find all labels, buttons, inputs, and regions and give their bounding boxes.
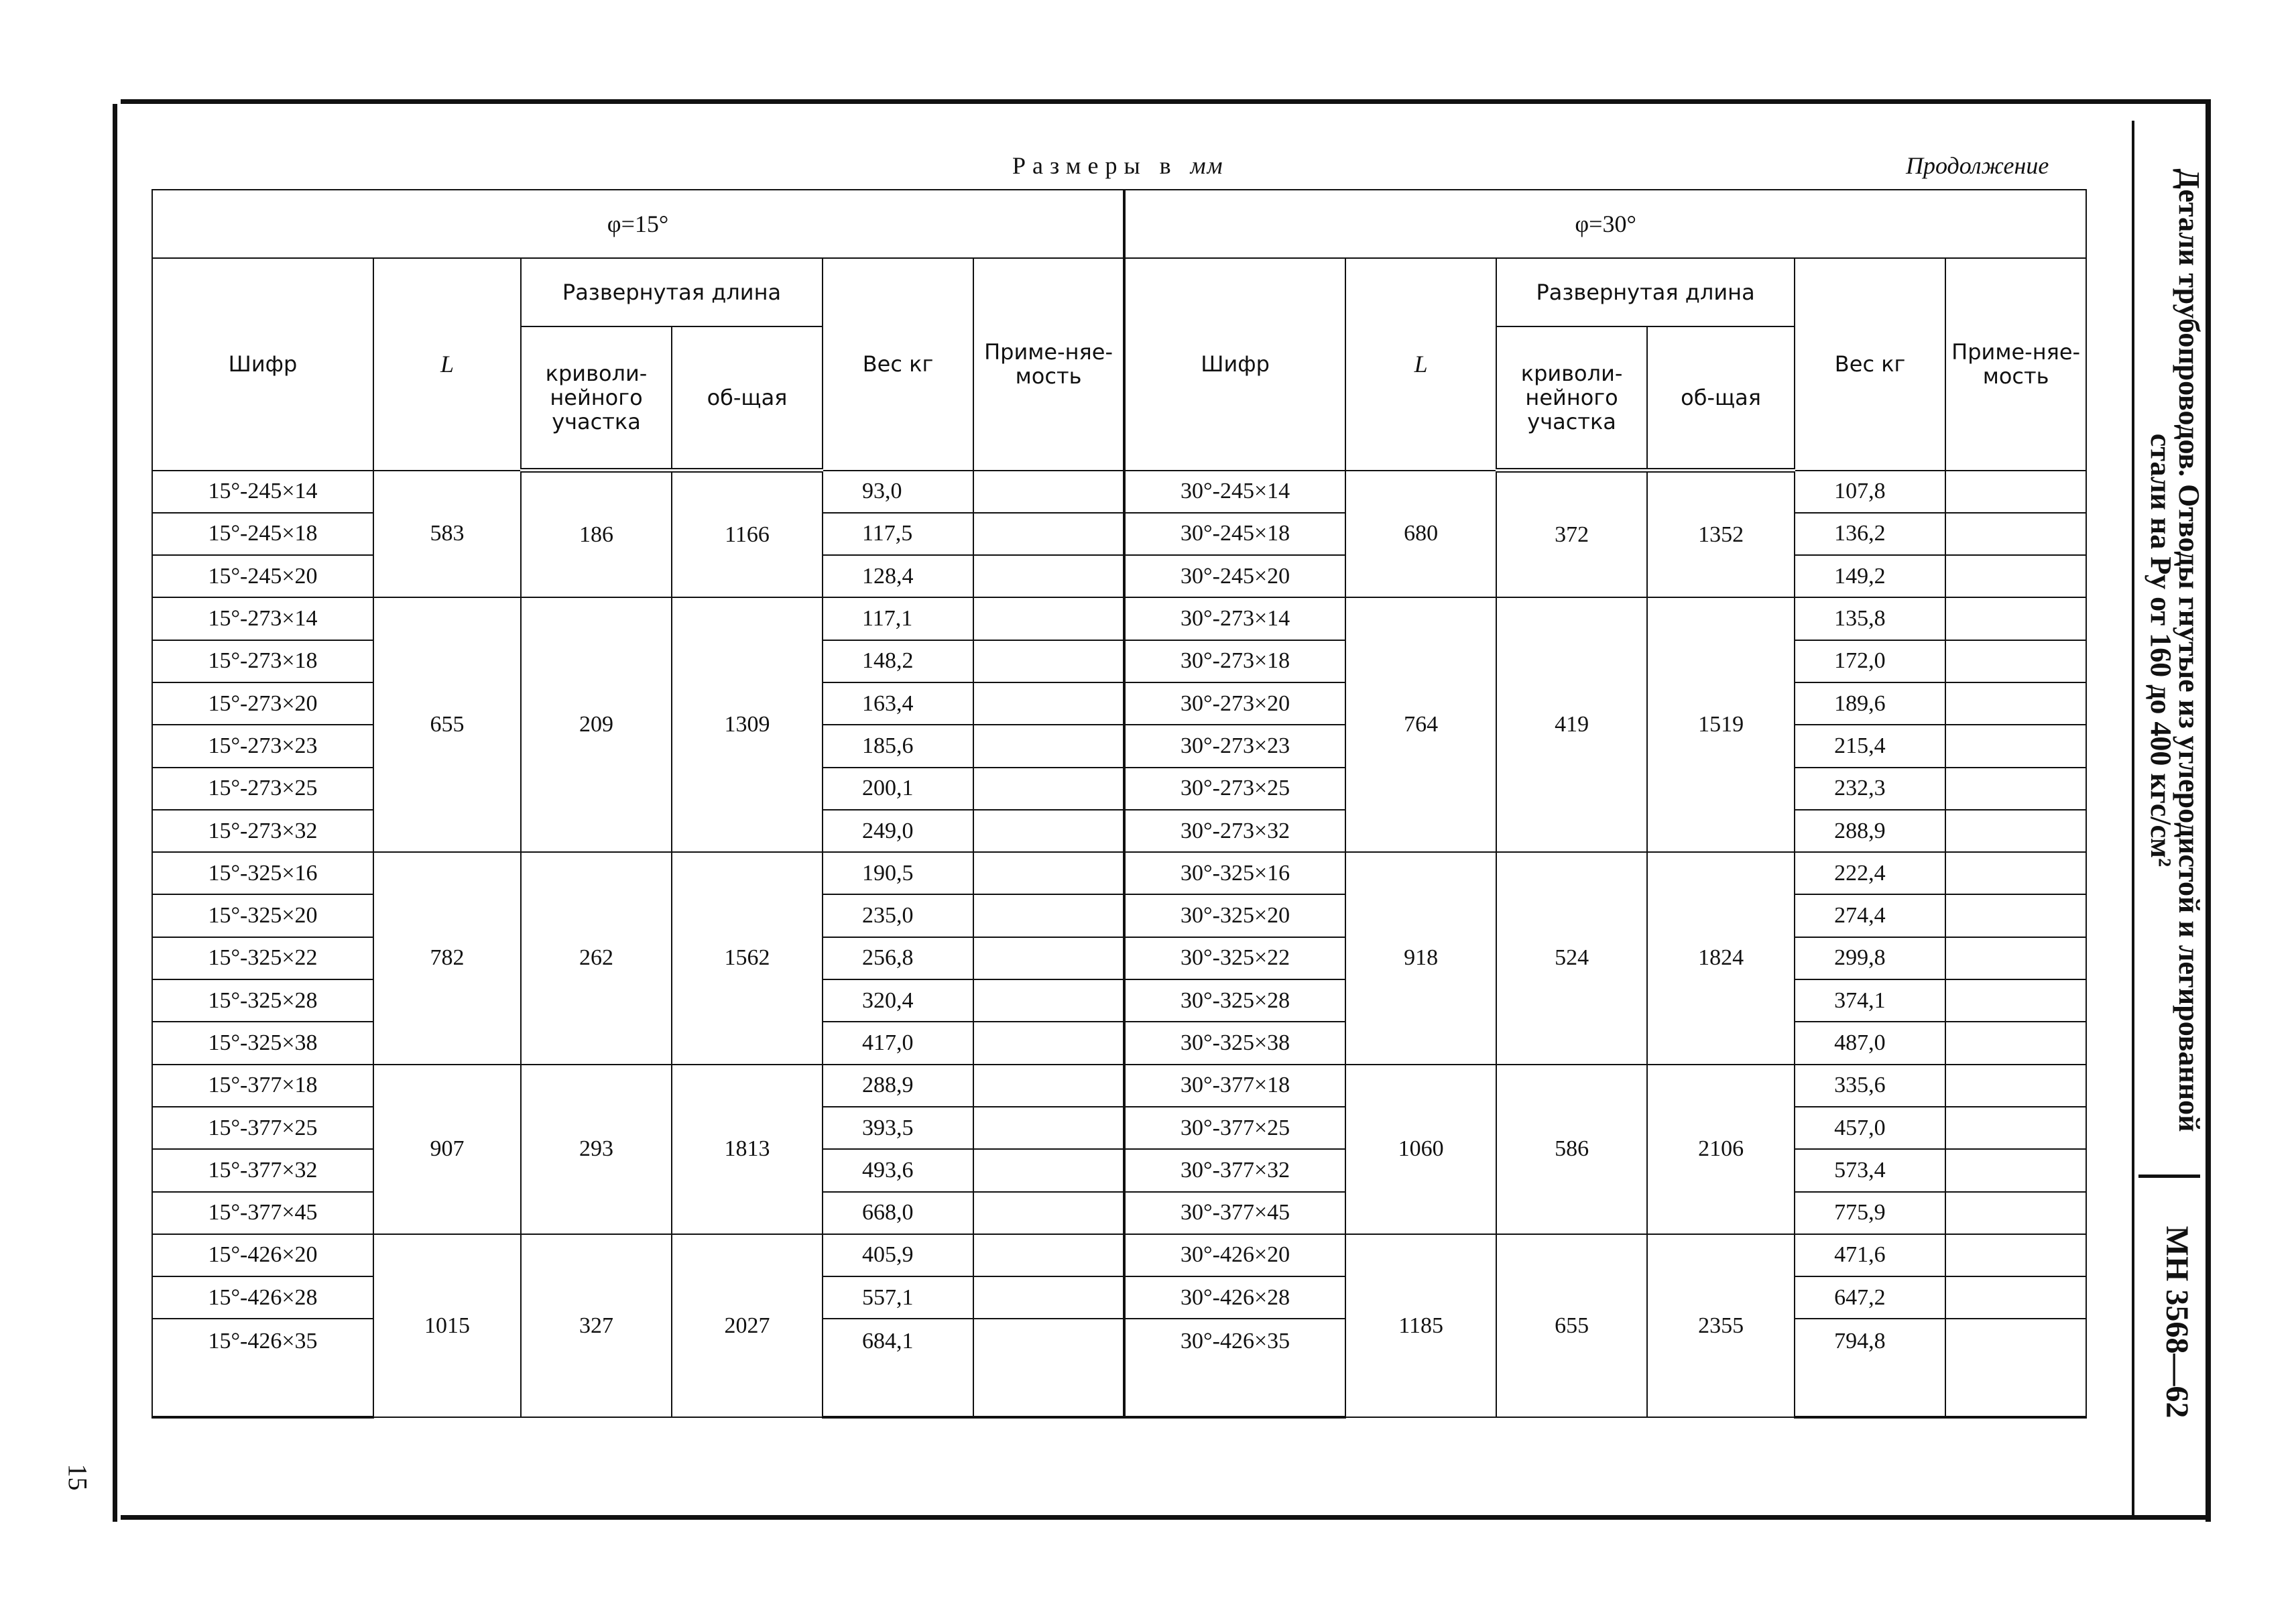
frame-left-rule: [113, 104, 117, 1522]
total-length-cell-15: 1166: [672, 471, 823, 598]
use-header-15: Приме-няе-мость: [973, 258, 1124, 471]
use-header-30: Приме-няе-мость: [1945, 258, 2086, 471]
page-number: 15: [62, 1463, 93, 1491]
units-text: Размеры в: [1012, 152, 1178, 179]
code-cell-30: 30°-273×25: [1124, 768, 1345, 810]
code-cell-30: 30°-377×45: [1124, 1192, 1345, 1234]
table-row: [152, 1234, 2086, 1276]
weight-cell-30: 172,0: [1795, 640, 1945, 682]
use-cell-15: [973, 1192, 1124, 1234]
L-cell-30: 764: [1345, 597, 1496, 852]
use-cell-15: [973, 1276, 1124, 1319]
length-header-15: Развернутая длина: [521, 258, 823, 326]
code-cell-15: 15°-426×28: [152, 1276, 373, 1319]
L-cell-15: 782: [373, 852, 521, 1064]
use-cell-30: [1945, 640, 2086, 682]
frame-right-rule: [2206, 104, 2211, 1522]
curved-length-cell-15: 186: [521, 471, 672, 598]
use-cell-15: [973, 597, 1124, 640]
L-cell-15: 1015: [373, 1234, 521, 1418]
weight-header-30: Вес кг: [1795, 258, 1945, 471]
use-cell-30: [1945, 937, 2086, 979]
weight-cell-15: 288,9: [823, 1065, 973, 1107]
code-cell-15: 15°-273×25: [152, 768, 373, 810]
use-cell-30: [1945, 1065, 2086, 1107]
code-header-30: Шифр: [1124, 258, 1345, 471]
weight-cell-15: 235,0: [823, 894, 973, 937]
weight-cell-30: 149,2: [1795, 555, 1945, 597]
total-length-cell-30: 1519: [1647, 597, 1795, 852]
use-cell-30: [1945, 1022, 2086, 1064]
use-cell-30: [1945, 1149, 2086, 1191]
use-cell-30: [1945, 555, 2086, 597]
code-cell-15: 15°-377×45: [152, 1192, 373, 1234]
code-cell-15: 15°-377×25: [152, 1107, 373, 1149]
total-length-cell-30: 1352: [1647, 471, 1795, 598]
use-cell-30: [1945, 1192, 2086, 1234]
continuation-label: Продолжение: [1906, 152, 2049, 179]
total-header-15: об-щая: [672, 326, 823, 471]
code-cell-15: 15°-325×16: [152, 852, 373, 894]
frame-bottom-rule: [121, 1515, 2211, 1520]
code-cell-15: 15°-325×20: [152, 894, 373, 937]
L-header-30: L: [1345, 258, 1496, 471]
use-cell-15: [973, 1319, 1124, 1417]
weight-cell-30: 274,4: [1795, 894, 1945, 937]
weight-cell-15: 668,0: [823, 1192, 973, 1234]
weight-cell-15: 185,6: [823, 725, 973, 767]
total-header-30: об-щая: [1647, 326, 1795, 471]
use-cell-30: [1945, 810, 2086, 852]
weight-cell-15: 117,5: [823, 513, 973, 555]
weight-cell-15: 190,5: [823, 852, 973, 894]
weight-cell-30: 487,0: [1795, 1022, 1945, 1064]
use-cell-15: [973, 810, 1124, 852]
use-cell-15: [973, 894, 1124, 937]
code-cell-30: 30°-273×23: [1124, 725, 1345, 767]
use-cell-15: [973, 1149, 1124, 1191]
weight-cell-30: 647,2: [1795, 1276, 1945, 1319]
weight-cell-15: 249,0: [823, 810, 973, 852]
curved-length-cell-30: 524: [1496, 852, 1647, 1064]
code-cell-30: 30°-426×35: [1124, 1319, 1345, 1417]
use-cell-30: [1945, 894, 2086, 937]
weight-cell-15: 393,5: [823, 1107, 973, 1149]
use-cell-15: [973, 852, 1124, 894]
curved-length-cell-30: 655: [1496, 1234, 1647, 1418]
code-cell-15: 15°-273×18: [152, 640, 373, 682]
weight-cell-30: 794,8: [1795, 1319, 1945, 1417]
code-cell-15: 15°-377×32: [152, 1149, 373, 1191]
curved-length-cell-15: 209: [521, 597, 672, 852]
use-cell-15: [973, 555, 1124, 597]
use-cell-30: [1945, 682, 2086, 725]
use-cell-30: [1945, 1276, 2086, 1319]
code-cell-15: 15°-273×14: [152, 597, 373, 640]
use-cell-15: [973, 513, 1124, 555]
use-cell-30: [1945, 1234, 2086, 1276]
weight-cell-15: 163,4: [823, 682, 973, 725]
weight-cell-15: 684,1: [823, 1319, 973, 1417]
total-length-cell-30: 2355: [1647, 1234, 1795, 1418]
weight-cell-30: 288,9: [1795, 810, 1945, 852]
code-cell-15: 15°-245×14: [152, 471, 373, 513]
weight-cell-15: 128,4: [823, 555, 973, 597]
standard-number: МН 3568—62: [2159, 1225, 2195, 1419]
L-header-15: L: [373, 258, 521, 471]
weight-cell-30: 573,4: [1795, 1149, 1945, 1191]
code-cell-15: 15°-426×20: [152, 1234, 373, 1276]
curved-header-15: криволи-нейного участка: [521, 326, 672, 471]
use-cell-15: [973, 682, 1124, 725]
code-header-15: Шифр: [152, 258, 373, 471]
weight-cell-30: 335,6: [1795, 1065, 1945, 1107]
use-cell-30: [1945, 1319, 2086, 1417]
weight-cell-30: 471,6: [1795, 1234, 1945, 1276]
weight-cell-15: 148,2: [823, 640, 973, 682]
code-cell-15: 15°-325×28: [152, 979, 373, 1022]
L-cell-15: 655: [373, 597, 521, 852]
weight-cell-30: 136,2: [1795, 513, 1945, 555]
total-length-cell-30: 2106: [1647, 1065, 1795, 1234]
L-cell-30: 918: [1345, 852, 1496, 1064]
table-row: [152, 471, 2086, 513]
frame-top-rule: [121, 99, 2211, 104]
weight-cell-30: 107,8: [1795, 471, 1945, 513]
use-cell-15: [973, 471, 1124, 513]
table-row: [152, 852, 2086, 894]
weight-cell-15: 320,4: [823, 979, 973, 1022]
curved-length-cell-30: 372: [1496, 471, 1647, 598]
bends-table: [152, 189, 2087, 1419]
L-cell-30: 680: [1345, 471, 1496, 598]
use-cell-30: [1945, 1107, 2086, 1149]
weight-cell-15: 117,1: [823, 597, 973, 640]
use-cell-15: [973, 979, 1124, 1022]
use-cell-30: [1945, 852, 2086, 894]
total-length-cell-15: 2027: [672, 1234, 823, 1418]
units-caption: [1012, 152, 1224, 180]
side-title: Детали трубопроводов. Отводы гнутые из углеродистой и легированной стали на Pу от 160 до 400 кгс/см²: [2144, 168, 2206, 1132]
use-cell-30: [1945, 597, 2086, 640]
weight-cell-30: 222,4: [1795, 852, 1945, 894]
use-cell-30: [1945, 768, 2086, 810]
weight-cell-15: 493,6: [823, 1149, 973, 1191]
total-length-cell-15: 1562: [672, 852, 823, 1064]
L-cell-30: 1060: [1345, 1065, 1496, 1234]
use-cell-15: [973, 1107, 1124, 1149]
code-cell-30: 30°-273×14: [1124, 597, 1345, 640]
side-standard-block: [2148, 1181, 2203, 1463]
weight-cell-30: 775,9: [1795, 1192, 1945, 1234]
use-cell-15: [973, 1234, 1124, 1276]
code-cell-30: 30°-325×38: [1124, 1022, 1345, 1064]
weight-cell-30: 232,3: [1795, 768, 1945, 810]
code-cell-30: 30°-426×20: [1124, 1234, 1345, 1276]
weight-cell-30: 299,8: [1795, 937, 1945, 979]
use-cell-15: [973, 937, 1124, 979]
L-cell-15: 583: [373, 471, 521, 598]
code-cell-30: 30°-245×18: [1124, 513, 1345, 555]
phi30-header: φ=30°: [1124, 190, 2086, 258]
code-cell-15: 15°-426×35: [152, 1319, 373, 1417]
code-cell-30: 30°-273×32: [1124, 810, 1345, 852]
use-cell-30: [1945, 725, 2086, 767]
phi15-header: φ=15°: [152, 190, 1124, 258]
curved-length-cell-15: 262: [521, 852, 672, 1064]
code-cell-30: 30°-273×20: [1124, 682, 1345, 725]
stamp-divider: [2132, 121, 2134, 1515]
total-length-cell-15: 1813: [672, 1065, 823, 1234]
use-cell-15: [973, 725, 1124, 767]
code-cell-15: 15°-325×38: [152, 1022, 373, 1064]
curved-length-cell-30: 419: [1496, 597, 1647, 852]
code-cell-15: 15°-273×23: [152, 725, 373, 767]
total-length-cell-15: 1309: [672, 597, 823, 852]
code-cell-30: 30°-377×18: [1124, 1065, 1345, 1107]
curved-length-cell-15: 327: [521, 1234, 672, 1418]
use-cell-30: [1945, 979, 2086, 1022]
table-row: [152, 597, 2086, 640]
curved-length-cell-30: 586: [1496, 1065, 1647, 1234]
weight-cell-15: 200,1: [823, 768, 973, 810]
stamp-separator: [2138, 1175, 2200, 1178]
weight-cell-30: 135,8: [1795, 597, 1945, 640]
weight-cell-15: 557,1: [823, 1276, 973, 1319]
weight-cell-30: 215,4: [1795, 725, 1945, 767]
use-cell-15: [973, 640, 1124, 682]
code-cell-30: 30°-377×25: [1124, 1107, 1345, 1149]
weight-cell-15: 405,9: [823, 1234, 973, 1276]
curved-header-30: криволи-нейного участка: [1496, 326, 1647, 471]
table-row: [152, 1065, 2086, 1107]
code-cell-30: 30°-426×28: [1124, 1276, 1345, 1319]
code-cell-30: 30°-325×28: [1124, 979, 1345, 1022]
total-length-cell-30: 1824: [1647, 852, 1795, 1064]
code-cell-15: 15°-377×18: [152, 1065, 373, 1107]
code-cell-30: 30°-325×20: [1124, 894, 1345, 937]
code-cell-30: 30°-377×32: [1124, 1149, 1345, 1191]
use-cell-15: [973, 1065, 1124, 1107]
use-cell-30: [1945, 513, 2086, 555]
code-cell-30: 30°-245×20: [1124, 555, 1345, 597]
L-cell-30: 1185: [1345, 1234, 1496, 1418]
L-cell-15: 907: [373, 1065, 521, 1234]
code-cell-30: 30°-245×14: [1124, 471, 1345, 513]
code-cell-15: 15°-273×20: [152, 682, 373, 725]
weight-cell-30: 457,0: [1795, 1107, 1945, 1149]
curved-length-cell-15: 293: [521, 1065, 672, 1234]
weight-cell-30: 374,1: [1795, 979, 1945, 1022]
use-cell-15: [973, 768, 1124, 810]
weight-cell-15: 417,0: [823, 1022, 973, 1064]
length-header-30: Развернутая длина: [1496, 258, 1795, 326]
code-cell-15: 15°-325×22: [152, 937, 373, 979]
weight-header-15: Вес кг: [823, 258, 973, 471]
code-cell-30: 30°-325×22: [1124, 937, 1345, 979]
weight-cell-30: 189,6: [1795, 682, 1945, 725]
code-cell-30: 30°-325×16: [1124, 852, 1345, 894]
code-cell-30: 30°-273×18: [1124, 640, 1345, 682]
code-cell-15: 15°-245×18: [152, 513, 373, 555]
use-cell-30: [1945, 471, 2086, 513]
weight-cell-15: 256,8: [823, 937, 973, 979]
units-unit: мм: [1190, 152, 1224, 179]
weight-cell-15: 93,0: [823, 471, 973, 513]
code-cell-15: 15°-273×32: [152, 810, 373, 852]
code-cell-15: 15°-245×20: [152, 555, 373, 597]
table-body: [152, 471, 2086, 1418]
use-cell-15: [973, 1022, 1124, 1064]
side-title-block: [2144, 134, 2206, 1166]
